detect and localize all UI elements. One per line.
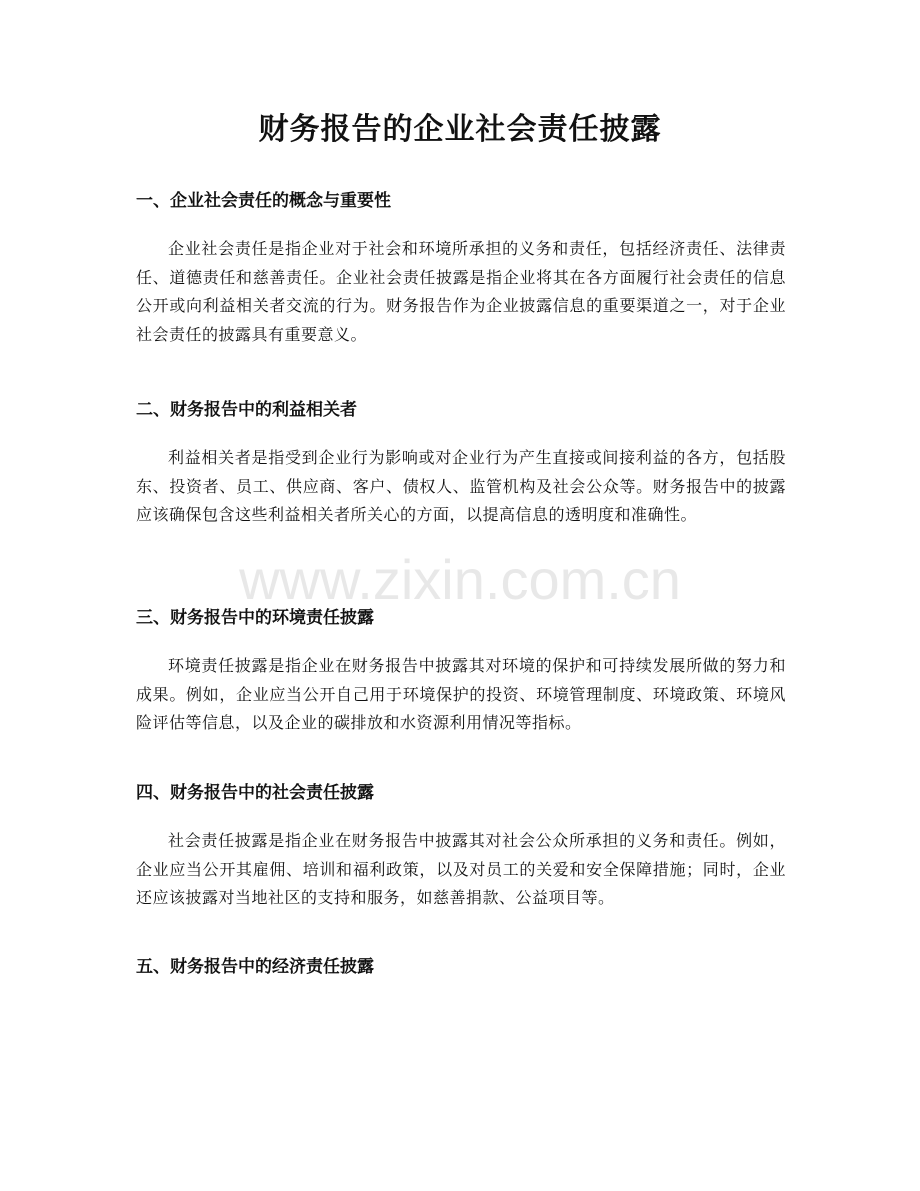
section-4 — [136, 780, 786, 913]
document-title: 财务报告的企业社会责任披露 — [258, 112, 662, 147]
section-paragraph: 环境责任披露是指企业在财务报告中披露其对环境的保护和可持续发展所做的努力和成果。例如，企业应当公开自己用于环境保护的投资、环境管理制度、环境政策、环境风险评估等信息，以及企业的碳排放和水资源利用情况等指标。 — [136, 656, 786, 733]
section-1 — [136, 188, 786, 349]
section-heading: 一、企业社会责任的概念与重要性 — [136, 191, 391, 211]
section-paragraph: 企业社会责任是指企业对于社会和环境所承担的义务和责任，包括经济责任、法律责任、道德责任和慈善责任。企业社会责任披露是指企业将其在各方面履行社会责任的信息公开或向利益相关者交流的行为。财务报告作为企业披露信息的重要渠道之一，对于企业社会责任的披露具有重要意义。 — [136, 239, 786, 344]
section-3 — [136, 605, 786, 738]
watermark: www.zixin.com.cn — [239, 548, 681, 611]
section-heading: 三、财务报告中的环境责任披露 — [136, 608, 374, 628]
section-5 — [136, 954, 786, 980]
section-heading: 五、财务报告中的经济责任披露 — [136, 957, 374, 977]
section-heading: 二、财务报告中的利益相关者 — [136, 400, 357, 420]
section-heading: 四、财务报告中的社会责任披露 — [136, 783, 374, 803]
section-paragraph: 社会责任披露是指企业在财务报告中披露其对社会公众所承担的义务和责任。例如，企业应当公开其雇佣、培训和福利政策，以及对员工的关爱和安全保障措施；同时，企业还应该披露对当地社区的支持和服务，如慈善捐款、公益项目等。 — [136, 831, 786, 908]
section-2 — [136, 397, 786, 530]
section-paragraph: 利益相关者是指受到企业行为影响或对企业行为产生直接或间接利益的各方，包括股东、投资者、员工、供应商、客户、债权人、监管机构及社会公众等。财务报告中的披露应该确保包含这些利益相关者所关心的方面，以提高信息的透明度和准确性。 — [136, 448, 786, 525]
